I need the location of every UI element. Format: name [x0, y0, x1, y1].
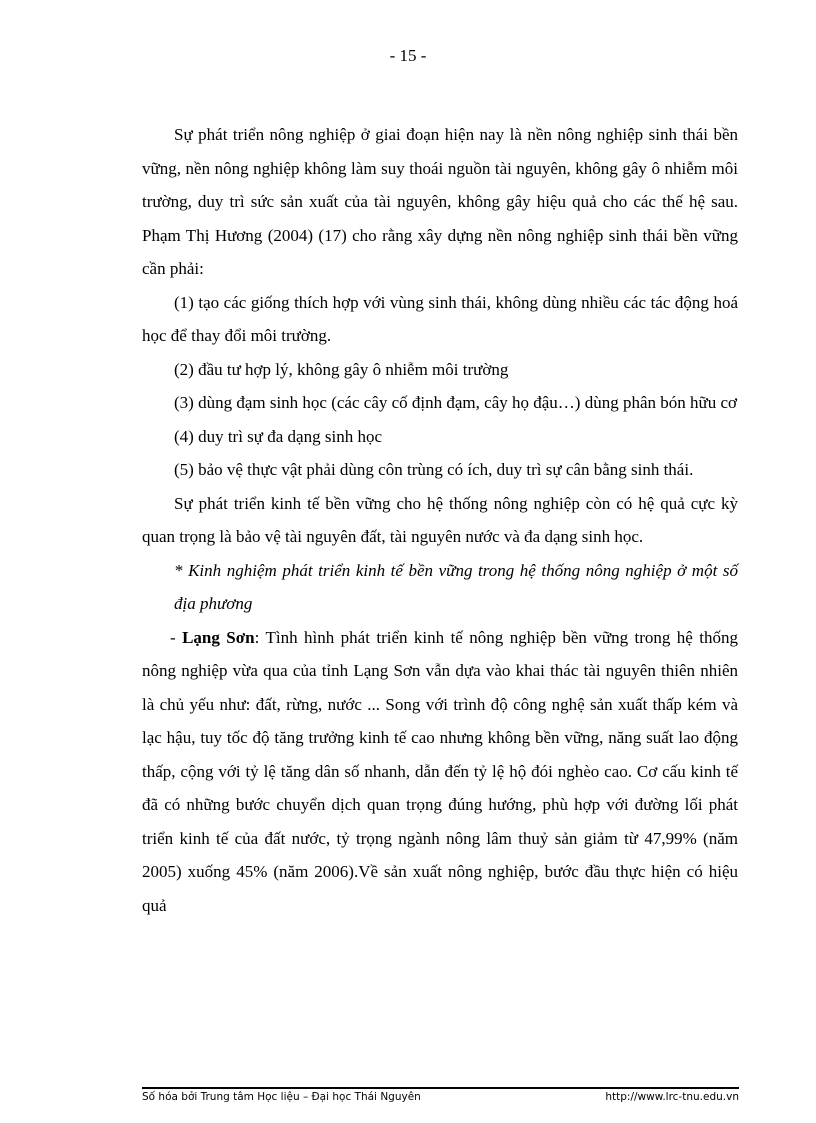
list-item-2: (2) đầu tư hợp lý, không gây ô nhiễm môi trường — [174, 359, 509, 379]
list-item-5: (5) bảo vệ thực vật phải dùng côn trùng có ích, duy trì sự cân bằng sinh thái. — [174, 460, 694, 479]
region-text: : Tình hình phát triển kinh tế nông nghiệp bền vững trong hệ thống nông nghiệp vừa qua của tỉnh Lạng Sơn vẫn dựa vào khai thác tài nguyên thiên nhiên là chủ yếu như: đất, rừng, nước ... Song với trình độ công nghệ sản xuất thấp kém và lạc hậu, tuy tốc độ tăng trưởng kinh tế cao nhưng không bền vững, năng suất lao động thấp, cộng với tỷ lệ tăng dân số nhanh, dẫn đến tỷ lệ hộ đói nghèo cao. Cơ cấu kinh tế đã có những bước chuyển dịch quan trọng đúng hướng, phù hợp với đường lối phát triển kinh tế của đất nước, tỷ trọng ngành nông lâm thuỷ sản giảm từ 47,99% (năm 2005) xuống 45% (năm 2006).Về sản xuất nông nghiệp, bước đầu thực hiện có hiệu quả — [142, 627, 738, 915]
section-heading: * Kinh nghiệm phát triển kinh tế bền vững trong hệ thống nông nghiệp ở một số địa phương — [174, 560, 738, 613]
paragraph-intro: Sự phát triển nông nghiệp ở giai đoạn hiện nay là nền nông nghiệp sinh thái bền vững, nền nông nghiệp không làm suy thoái nguồn tài nguyên, không gây ô nhiễm môi trường, duy trì sức sản xuất của tài nguyên, không gây hiệu quả cho các thế hệ sau. Phạm Thị Hương (2004) (17) cho rằng xây dựng nền nông nghiệp sinh thái bền vững cần phải: — [142, 125, 738, 278]
region-prefix: - — [170, 627, 183, 647]
list-item-1: (1) tạo các giống thích hợp với vùng sinh thái, không dùng nhiều các tác động hoá học để thay đổi môi trường. — [142, 292, 738, 345]
paragraph-lang-son — [142, 621, 738, 923]
page-number: - 15 - — [389, 46, 427, 65]
footer-url: http://www.lrc-tnu.edu.vn — [605, 1091, 739, 1103]
paragraph-summary: Sự phát triển kinh tế bền vững cho hệ thống nông nghiệp còn có hệ quả cực kỳ quan trọng là bảo vệ tài nguyên đất, tài nguyên nước và đa dạng sinh học. — [142, 493, 738, 546]
region-name: Lạng Sơn — [182, 627, 255, 647]
document-body — [142, 118, 738, 922]
list-item-4: (4) duy trì sự đa dạng sinh học — [174, 426, 382, 446]
footer-divider — [142, 1087, 739, 1089]
footer-source: Số hóa bởi Trung tâm Học liệu – Đại học Thái Nguyên — [142, 1091, 421, 1103]
list-item-3: (3) dùng đạm sinh học (các cây cố định đạm, cây họ đậu…) dùng phân bón hữu cơ — [174, 393, 737, 412]
